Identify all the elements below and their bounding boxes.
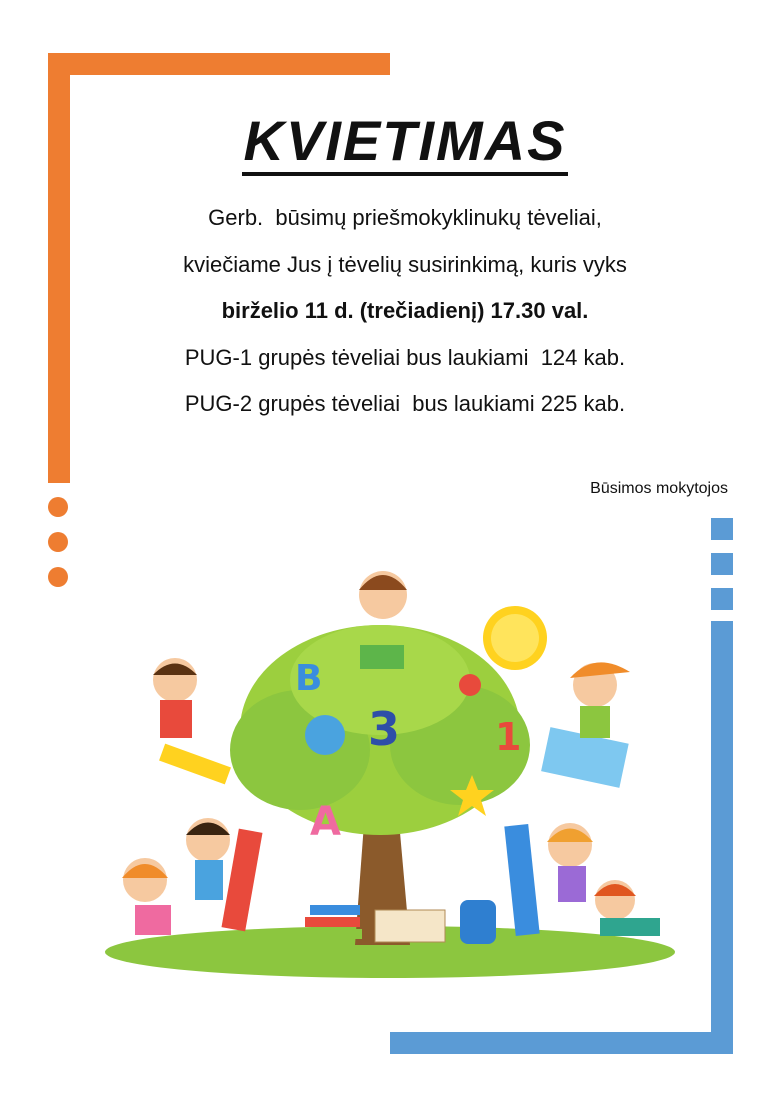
letter-a: A [310,799,341,845]
number-3: 3 [368,702,401,756]
number-1: 1 [495,715,522,759]
orange-dot [48,567,68,587]
sun-icon [483,606,547,670]
apple-icon [459,674,481,696]
child-figure [547,823,593,902]
pencil-icon [504,824,539,936]
children-tree-illustration [100,560,690,990]
globe-icon [305,715,345,755]
blue-square [711,553,733,575]
open-book-icon [375,910,445,942]
invitation-title: KVIETIMAS [0,108,780,173]
blue-square [711,518,733,540]
orange-dot [48,497,68,517]
backpack-icon [460,900,496,944]
child-figure [186,818,230,900]
child-figure [122,858,171,935]
signature: Būsimos mokytojos [590,480,728,497]
letter-b: B [295,658,323,699]
book-stack [310,905,360,915]
orange-dot [48,532,68,552]
orange-frame-top [48,53,390,75]
date-time-line: birželio 11 d. (trečiadienį) 17.30 val. [221,298,589,323]
child-figure [594,880,660,936]
blue-frame-bottom [390,1032,733,1054]
pencil-icon [159,744,231,785]
child-figure [153,658,197,738]
blue-frame-right [711,621,733,1054]
child-figure [570,662,630,738]
blue-square [711,588,733,610]
child-figure [359,571,407,669]
pug1-room-line: PUG-1 grupės tėveliai bus laukiami 124 kab. [184,345,626,370]
invitation-line: kviečiame Jus į tėvelių susirinkimą, kuris vyks [183,252,627,277]
pug2-room-line: PUG-2 grupės tėveliai bus laukiami 225 kab. [184,391,626,416]
greeting-line: Gerb. būsimų priešmokyklinukų tėveliai, [208,205,602,230]
